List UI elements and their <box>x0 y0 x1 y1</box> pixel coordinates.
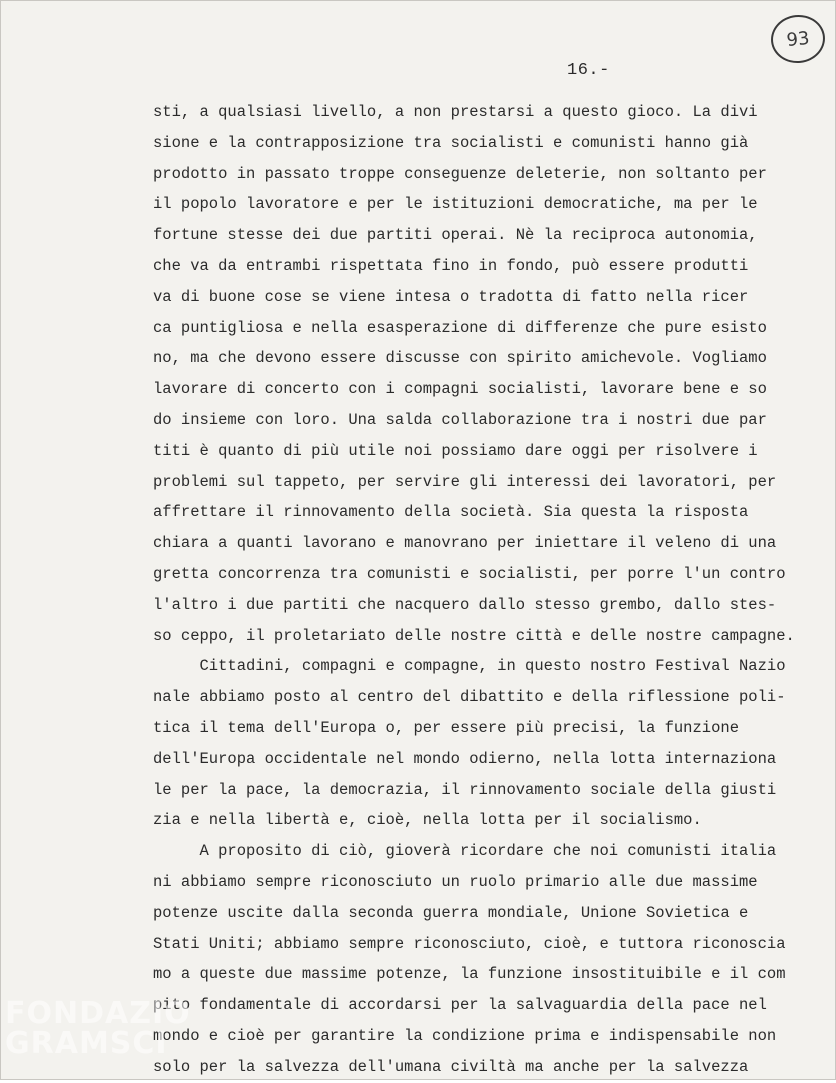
page-number: 16.- <box>567 61 610 80</box>
text-line: va di buone cose se viene intesa o tradotta di fatto nella ricer <box>153 287 749 306</box>
text-line: sione e la contrapposizione tra socialisti e comunisti hanno già <box>153 133 749 152</box>
foundation-watermark <box>5 996 191 1061</box>
watermark-line-1: FONDAZIO <box>5 996 191 1031</box>
text-line: no, ma che devono essere discusse con spirito amichevole. Vogliamo <box>153 349 767 368</box>
text-line: l'altro i due partiti che nacquero dallo stesso grembo, dallo stes- <box>153 595 777 614</box>
text-line: dell'Europa occidentale nel mondo odierno, nella lotta internaziona <box>153 749 777 768</box>
text-line: titi è quanto di più utile noi possiamo dare oggi per risolvere i <box>153 441 758 460</box>
text-line: Stati Uniti; abbiamo sempre riconosciuto, cioè, e tuttora riconoscia <box>153 934 786 953</box>
text-line: zia e nella libertà e, cioè, nella lotta per il socialismo. <box>153 811 702 830</box>
text-line: nale abbiamo posto al centro del dibattito e della riflessione poli- <box>153 688 786 707</box>
text-line: le per la pace, la democrazia, il rinnovamento sociale della giusti <box>153 780 777 799</box>
text-line: che va da entrambi rispettata fino in fondo, può essere produtti <box>153 256 749 275</box>
text-line: lavorare di concerto con i compagni socialisti, lavorare bene e so <box>153 380 767 399</box>
watermark-line-2: GRAMSCI <box>5 1026 168 1061</box>
text-line: fortune stesse dei due partiti operai. Nè la reciproca autonomia, <box>153 226 758 245</box>
text-line: solo per la salvezza dell'umana civiltà ma anche per la salvezza <box>153 1057 749 1076</box>
text-line: sti, a qualsiasi livello, a non prestarsi a questo gioco. La divi <box>153 103 758 121</box>
text-line: Cittadini, compagni e compagne, in questo nostro Festival Nazio <box>153 657 786 676</box>
text-line: prodotto in passato troppe conseguenze deleterie, non soltanto per <box>153 164 767 183</box>
text-line: gretta concorrenza tra comunisti e socialisti, per porre l'un contro <box>153 564 786 583</box>
text-line: ni abbiamo sempre riconosciuto un ruolo primario alle due massime <box>153 872 758 891</box>
archive-number-stamp <box>769 12 828 65</box>
text-line: do insieme con loro. Una salda collaborazione tra i nostri due par <box>153 410 767 429</box>
text-line: so ceppo, il proletariato delle nostre città e delle nostre campagne. <box>153 626 795 645</box>
text-line: pito fondamentale di accordarsi per la salvaguardia della pace nel <box>153 996 767 1015</box>
text-line: tica il tema dell'Europa o, per essere più precisi, la funzione <box>153 718 739 737</box>
text-line: affrettare il rinnovamento della società. Sia questa la risposta <box>153 503 749 522</box>
text-line: il popolo lavoratore e per le istituzioni democratiche, ma per le <box>153 195 758 214</box>
text-line: ca puntigliosa e nella esasperazione di differenze che pure esisto <box>153 318 767 337</box>
text-line: problemi sul tappeto, per servire gli interessi dei lavoratori, per <box>153 472 777 491</box>
text-line: A proposito di ciò, gioverà ricordare che noi comunisti italia <box>153 842 777 861</box>
text-line: mondo e cioè per garantire la condizione prima e indispensabile non <box>153 1026 777 1045</box>
text-line: mo a queste due massime potenze, la funzione insostituibile e il com <box>153 965 786 984</box>
text-line: potenze uscite dalla seconda guerra mondiale, Unione Sovietica e <box>153 903 749 922</box>
typewritten-body <box>153 97 821 1083</box>
text-line: chiara a quanti lavorano e manovrano per iniettare il veleno di una <box>153 534 777 553</box>
stamp-number: 93 <box>785 27 811 51</box>
